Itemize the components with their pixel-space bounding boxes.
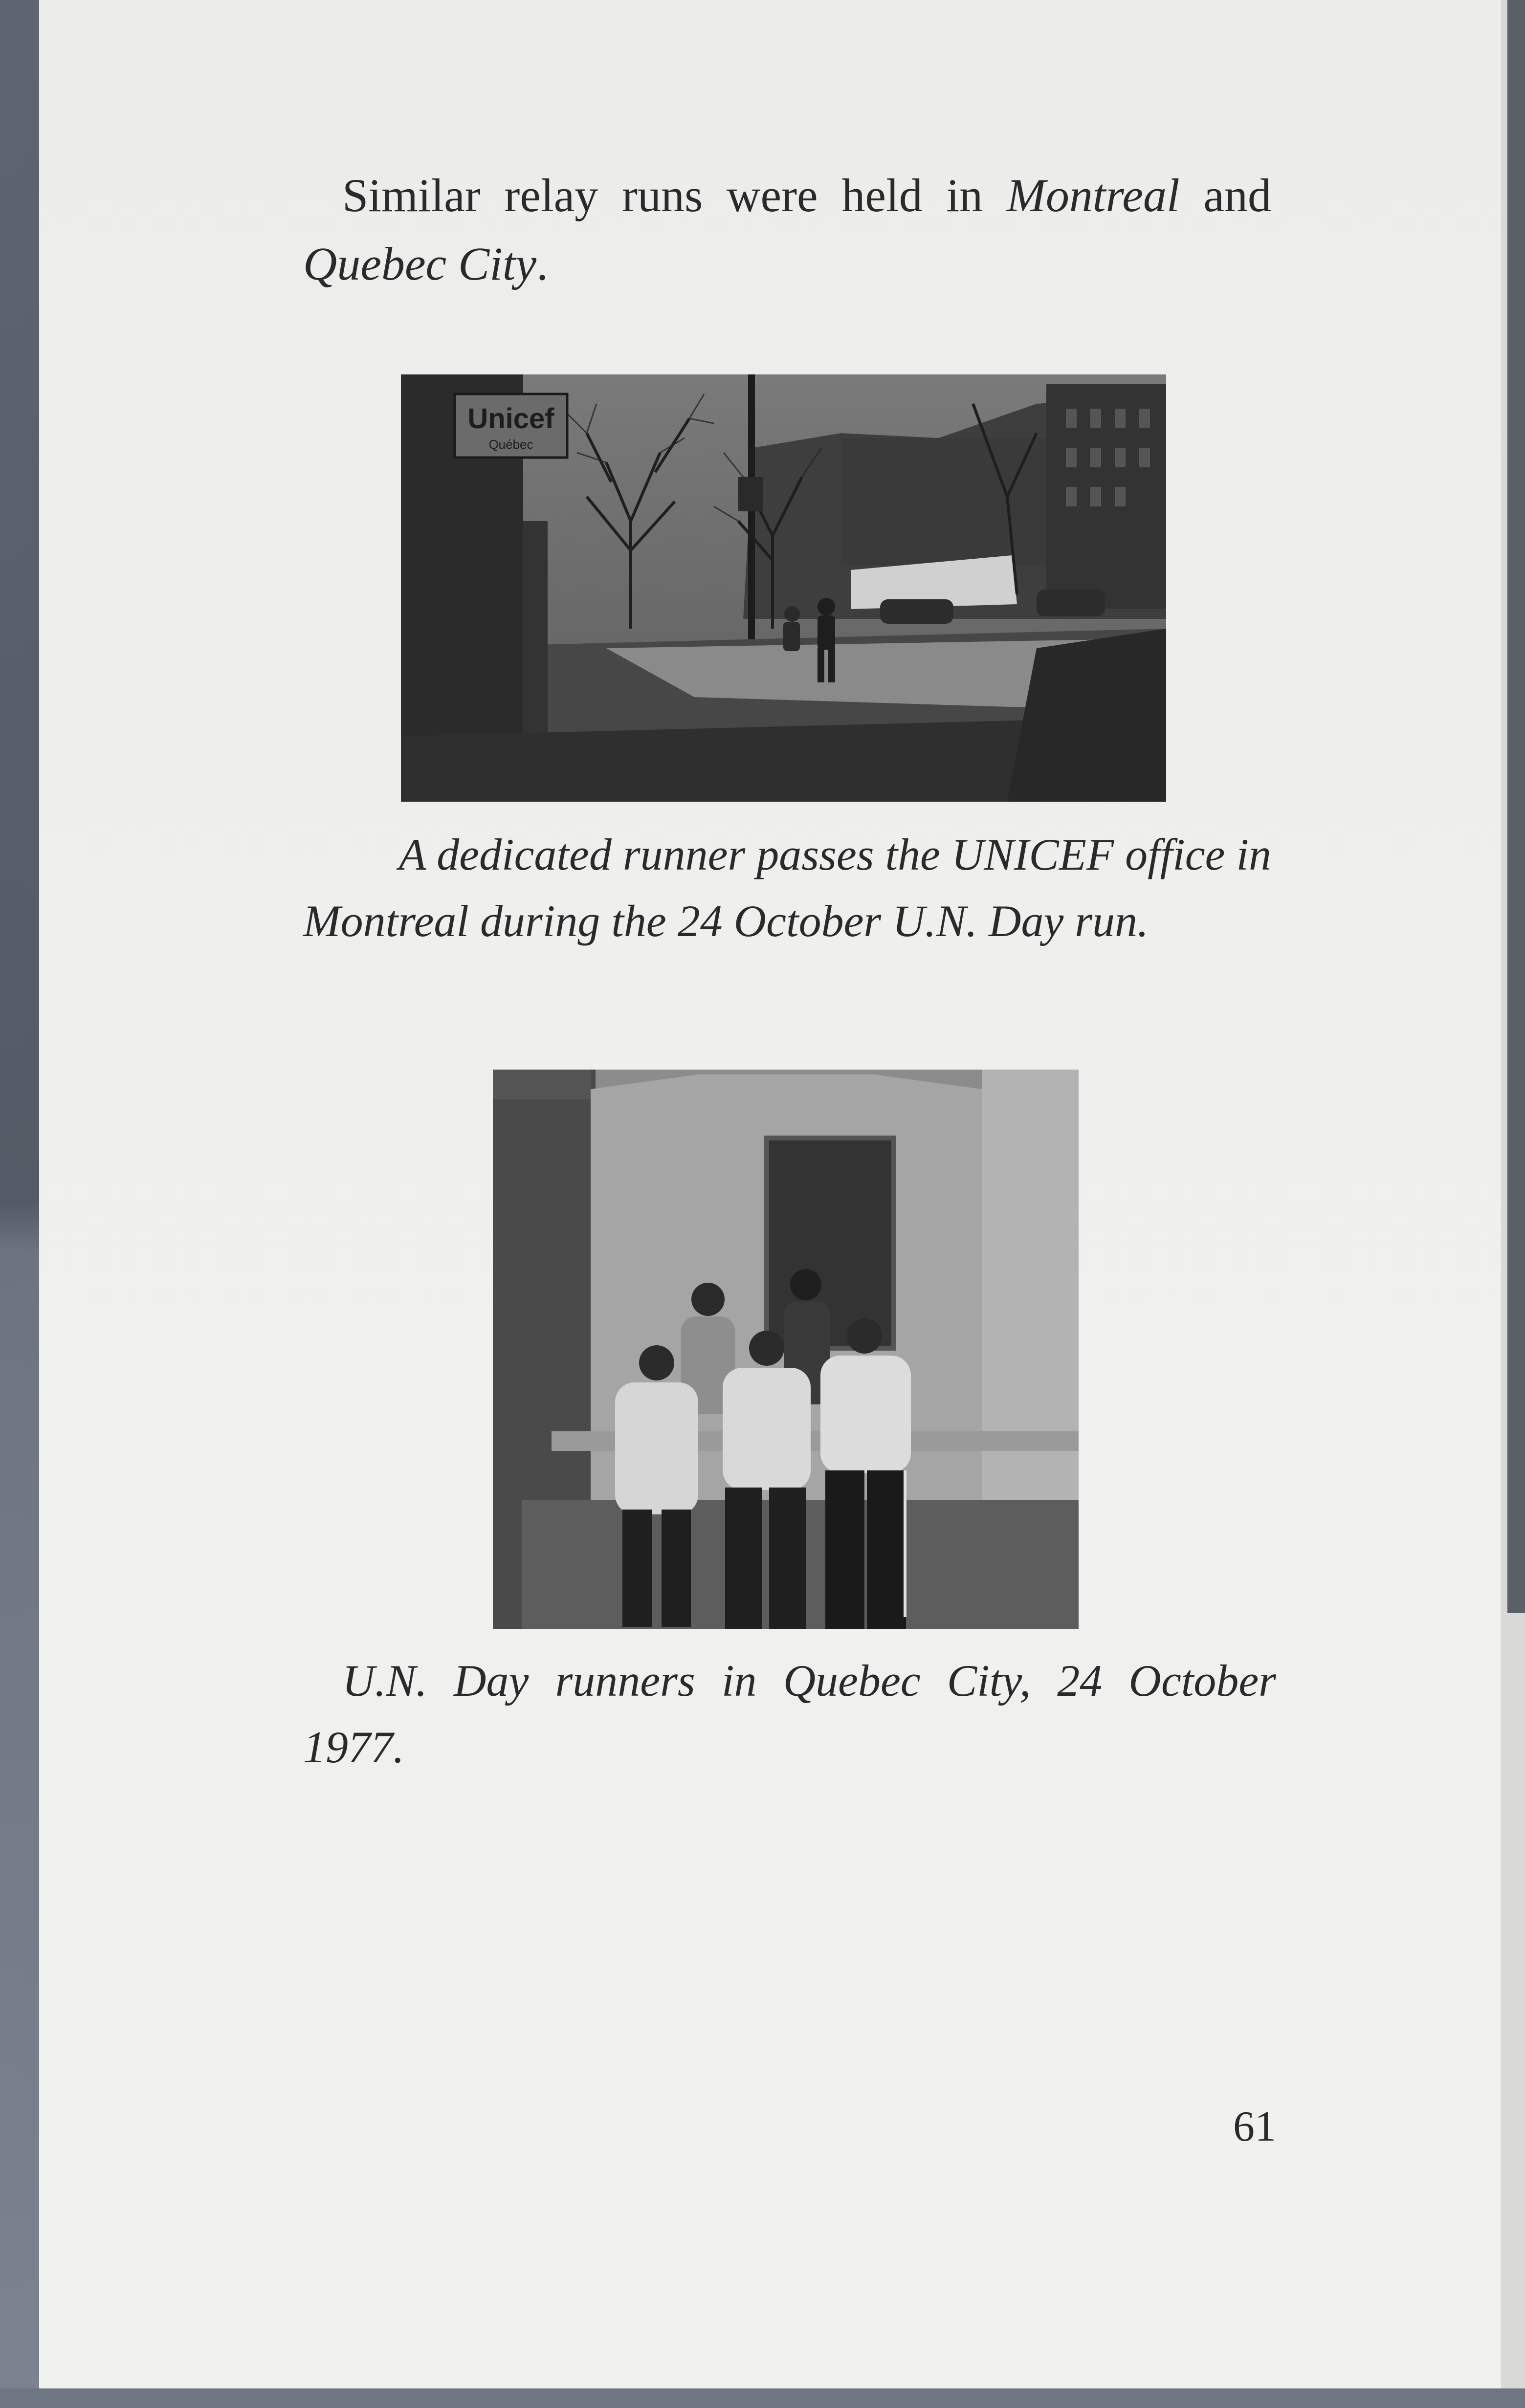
caption-montreal-line-1: A dedicated runner passes the UNICEF office in [398,830,1271,879]
intro-paragraph-line-1 [342,161,1271,230]
photo-montreal-image [401,374,1166,802]
book-page [39,0,1501,2388]
photo-montreal-runner [401,374,1166,802]
caption-quebec [303,1647,1276,1780]
intro-city-montreal: Montreal [1006,169,1180,221]
intro-text-end: and [1179,169,1271,221]
caption-montreal [303,821,1276,954]
intro-text: Similar relay runs were held in [342,169,1007,221]
photo-quebec-image [493,1070,1079,1629]
caption-quebec-line-2: 1977. [303,1722,404,1772]
caption-quebec-line-1: U.N. Day runners in Quebec City, 24 October [342,1656,1276,1706]
caption-montreal-line-2: Montreal during the 24 October U.N. Day run. [303,896,1149,946]
scan-edge-bottom [0,2388,1525,2408]
scan-edge-right [1507,0,1525,1613]
unicef-sign-subtext: Québec [488,437,533,452]
intro-paragraph-line-2 [303,230,548,298]
intro-line2-end: . [536,238,549,290]
page-number: 61 [1233,2103,1276,2150]
unicef-sign-text: Unicef [467,403,554,435]
scan-edge-left [0,0,39,2408]
photo-quebec-runners [493,1070,1079,1629]
intro-city-quebec: Quebec City [303,238,537,290]
